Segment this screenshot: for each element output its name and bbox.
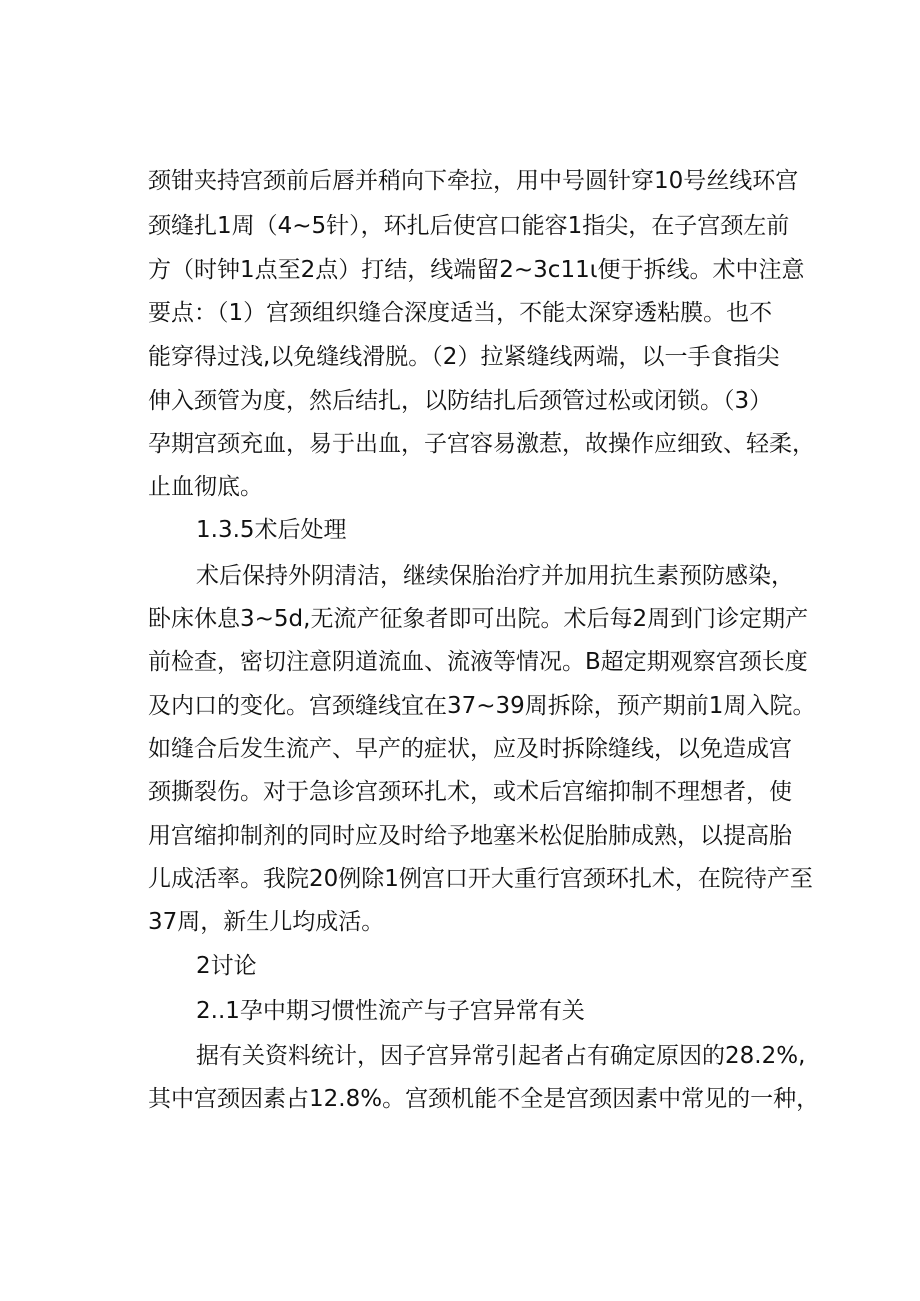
subsection-heading: 2..1孕中期习惯性流产与子宫异常有关 bbox=[196, 998, 585, 1024]
paragraph-line: 其中宫颈因素占12.8%。宫颈机能不全是宫颈因素中常见的一种， bbox=[148, 1086, 820, 1112]
paragraph-line: 37周，新生儿均成活。 bbox=[148, 909, 385, 935]
paragraph-line: 及内口的变化。宫颈缝线宜在37~39周拆除，预产期前1周入院。 bbox=[148, 693, 816, 719]
paragraph-line: 儿成活率。我院20例除1例宫口开大重行宫颈环扎术，在院待产至 bbox=[148, 866, 813, 892]
paragraph-line: 颈钳夹持宫颈前后唇并稍向下牵拉，用中号圆针穿10号丝线环宫 bbox=[148, 168, 799, 194]
paragraph-line: 卧床休息3~5d,无流产征象者即可出院。术后每2周到门诊定期产 bbox=[148, 606, 809, 632]
paragraph-line: 孕期宫颈充血，易于出血，子宫容易激惹，故操作应细致、轻柔， bbox=[148, 431, 815, 457]
paragraph-line: 颈撕裂伤。对于急诊宫颈环扎术，或术后宫缩抑制不理想者，使 bbox=[148, 779, 792, 805]
paragraph-line: 能穿得过浅,以免缝线滑脱。（2）拉紧缝线两端，以一手食指尖 bbox=[148, 344, 780, 370]
paragraph-line: 前检查，密切注意阴道流血、流液等情况。B超定期观察宫颈长度 bbox=[148, 649, 808, 675]
paragraph-line: 止血彻底。 bbox=[148, 474, 263, 500]
paragraph-line: 颈缝扎1周（4~5针），环扎后使宫口能容1指尖，在子宫颈左前 bbox=[148, 213, 790, 239]
paragraph-line: 用宫缩抑制剂的同时应及时给予地塞米松促胎肺成熟，以提高胎 bbox=[148, 823, 792, 849]
section-heading: 2讨论 bbox=[196, 953, 257, 979]
paragraph-line: 伸入颈管为度，然后结扎，以防结扎后颈管过松或闭锁。（3） bbox=[148, 388, 773, 414]
paragraph-line: 方（时钟1点至2点）打结，线端留2~3c11ι便于拆线。术中注意 bbox=[148, 257, 805, 283]
paragraph-line: 如缝合后发生流产、早产的症状，应及时拆除缝线，以免造成宫 bbox=[148, 736, 792, 762]
paragraph-line: 要点：（1）宫颈组织缝合深度适当，不能太深穿透粘膜。也不 bbox=[148, 300, 773, 326]
paragraph-line: 术后保持外阴清洁，继续保胎治疗并加用抗生素预防感染， bbox=[196, 563, 794, 589]
section-heading: 1.3.5术后处理 bbox=[196, 517, 347, 543]
paragraph-line: 据有关资料统计，因子宫异常引起者占有确定原因的28.2%, bbox=[196, 1043, 806, 1069]
